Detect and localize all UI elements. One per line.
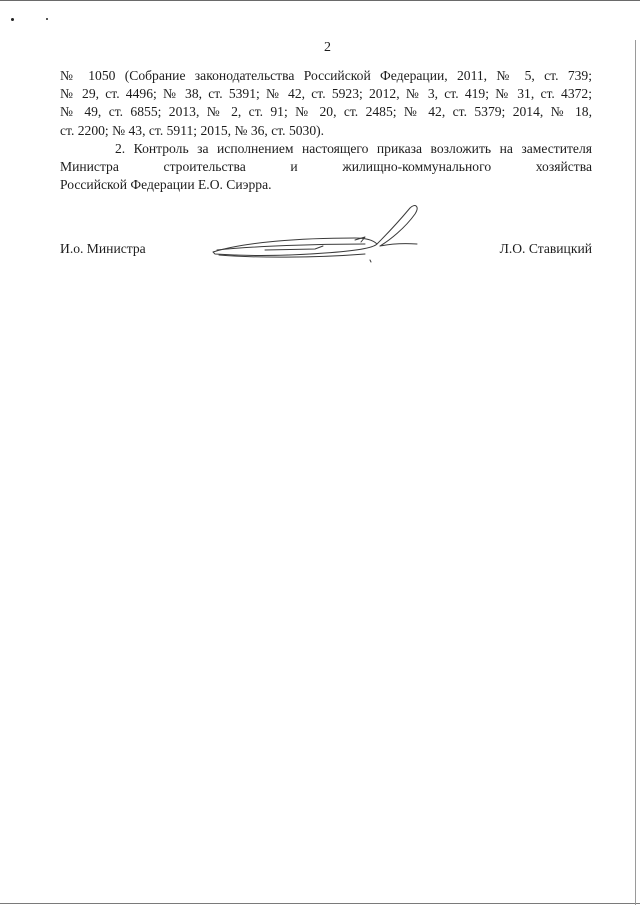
scan-speck [11, 18, 14, 21]
text-line: № 1050 (Собрание законодательства Российской Федерации, 2011, № 5, ст. 739; [60, 68, 592, 83]
scan-edge-top [0, 0, 640, 1]
page-number: 2 [324, 40, 331, 55]
document-body [60, 67, 592, 194]
text-line: 2. Контроль за исполнением настоящего приказа возложить на заместителя [115, 140, 592, 156]
signatory-name: Л.О. Ставицкий [499, 241, 592, 256]
signature-block [60, 241, 592, 263]
text-line: № 49, ст. 6855; 2013, № 2, ст. 91; № 20, ст. 2485; № 42, ст. 5379; 2014, № 18, [60, 104, 592, 120]
text-line: ст. 2200; № 43, ст. 5911; 2015, № 36, ст. 5030). [60, 122, 325, 138]
text-line: Министра строительства и жилищно-коммунального хозяйства [60, 159, 592, 175]
signatory-title: И.о. Министра [60, 241, 146, 256]
text-line: № 29, ст. 4496; № 38, ст. 5391; № 42, ст. 5923; 2012, № 3, ст. 419; № 31, ст. 4372; [60, 86, 592, 102]
scan-edge-bottom [0, 903, 640, 904]
text-line: Российской Федерации Е.О. Сиэрра. [60, 177, 272, 193]
scan-speck [46, 18, 48, 20]
scan-edge-right [635, 40, 636, 905]
